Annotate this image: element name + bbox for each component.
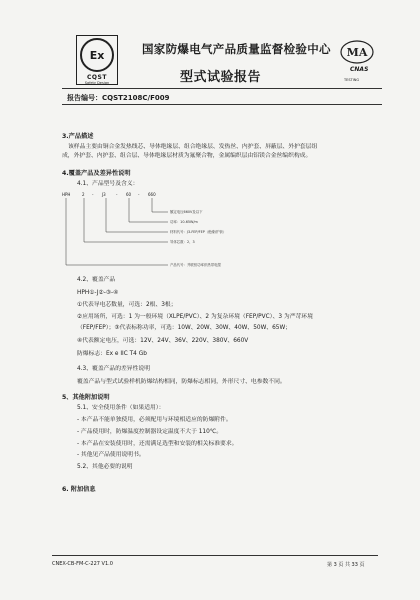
header-rule [62, 88, 382, 89]
connector-product [66, 198, 168, 265]
section-41-title: 4.1、产品型号及含义： [77, 181, 139, 187]
section-51-title: 5.1、安全使用条件（如果适用）： [77, 405, 165, 411]
section-3-text-2: 成，外护套、内护套、组合层、导体绝缘层材质为氟聚合物，金属编织层由铝镁合金丝编织构成。 [62, 153, 312, 159]
connector-voltage [152, 198, 168, 212]
code-660: 660 [148, 192, 156, 197]
section-42-title: 4.2、覆盖产品 [77, 277, 116, 283]
report-number: 报告编号：CQST2108C/F009 [67, 94, 170, 102]
code-hph: HPH [62, 192, 71, 197]
section-5-title: 5、其他附加说明 [62, 394, 110, 401]
section-51-line-3: - 本产品在安装使用时，还需满足选型和安装的相关标准要求。 [77, 441, 238, 447]
organization-name: 国家防爆电气产品质量监督检验中心 [142, 42, 331, 56]
section-52-title: 5.2、其他必要的说明 [77, 464, 133, 470]
code-j3: J3 [102, 192, 106, 197]
section-3-text-1: 该样品主要由铜合金发热线芯、导体绝缘层、组合绝缘层、发热丝、内护套、屏蔽层、外护套层组 [68, 144, 318, 150]
code-60: 60 [126, 192, 132, 197]
header-rule-2 [62, 104, 382, 105]
ma-logo-icon [340, 40, 374, 64]
model-code-diagram [60, 190, 360, 270]
cqst-logo-text: CQST [87, 74, 107, 81]
cnas-logo-subtext: TESTING [344, 78, 360, 82]
label-voltage: 额定电压660V及以下 [170, 210, 203, 214]
code-2: 2 [82, 192, 85, 197]
section-4-title: 4.覆盖产品及差异性说明 [62, 170, 131, 177]
section-42-line-1: ①代表导电芯数量，可选：2根、3根； [77, 302, 177, 308]
section-51-line-4: - 其他见产品使用说明书。 [77, 452, 145, 458]
section-43-text: 覆盖产品与型式试验样机防爆结构相同，防爆标志相同，外形尺寸、电参数不同。 [77, 379, 286, 385]
cnas-logo-icon: CNAS [350, 66, 369, 73]
svg-text:MA: MA [346, 46, 368, 59]
footer-rule [52, 555, 378, 556]
ex-logo-icon: Ex [80, 38, 114, 72]
section-51-line-1: - 本产品不能单独使用，必须配用与环境相适应的防爆附件。 [77, 417, 232, 423]
label-power: 功率：10-65W/m [170, 220, 198, 224]
connector-cores [84, 198, 168, 242]
code-dash-3: - [138, 192, 140, 197]
code-dash-1: - [92, 192, 94, 197]
section-51-line-2: - 产品使用时，防爆温度控制器设定温度不大于 110℃。 [77, 429, 223, 435]
label-product: 产品代号：并联恒功率伴热带电缆 [170, 263, 221, 267]
section-3-title: 3.产品描述 [62, 133, 94, 140]
connector-power [129, 198, 168, 222]
connector-material [106, 198, 168, 232]
label-cores: 导体芯数：2、3 [170, 240, 195, 244]
form-code: CNEX-CB-FM-C-227 V1.0 [52, 561, 113, 567]
section-43-title: 4.3、覆盖产品的差异性说明 [77, 366, 150, 372]
section-42-ex-mark: 防爆标志：Ex e IIC T4 Gb [77, 351, 147, 357]
page-number: 第 3 页 共 33 页 [327, 562, 365, 568]
code-dash-2: - [116, 192, 118, 197]
section-42-line-3: （FEP/FEP）；③代表标称功率，可选：10W、20W、30W、40W、50W、65W； [77, 325, 292, 331]
report-title: 型式试验报告 [180, 70, 262, 85]
label-material: 材料代号：J3-FEP/FEP（绝缘/护套） [170, 230, 227, 234]
section-42-model: HPH①-J②-③-④ [77, 290, 119, 296]
cqst-logo-subtext: Safety Design [84, 81, 110, 85]
section-6-title: 6. 附加信息 [62, 486, 96, 493]
section-42-line-2: ②应用场所，可选：1 为一般环境（XLPE/PVC）、2 为复杂环境（FEP/PVC）、3 为严苛环境 [77, 314, 313, 320]
section-42-line-4: ④代表额定电压，可选：12V、24V、36V、220V、380V、660V [77, 338, 249, 344]
